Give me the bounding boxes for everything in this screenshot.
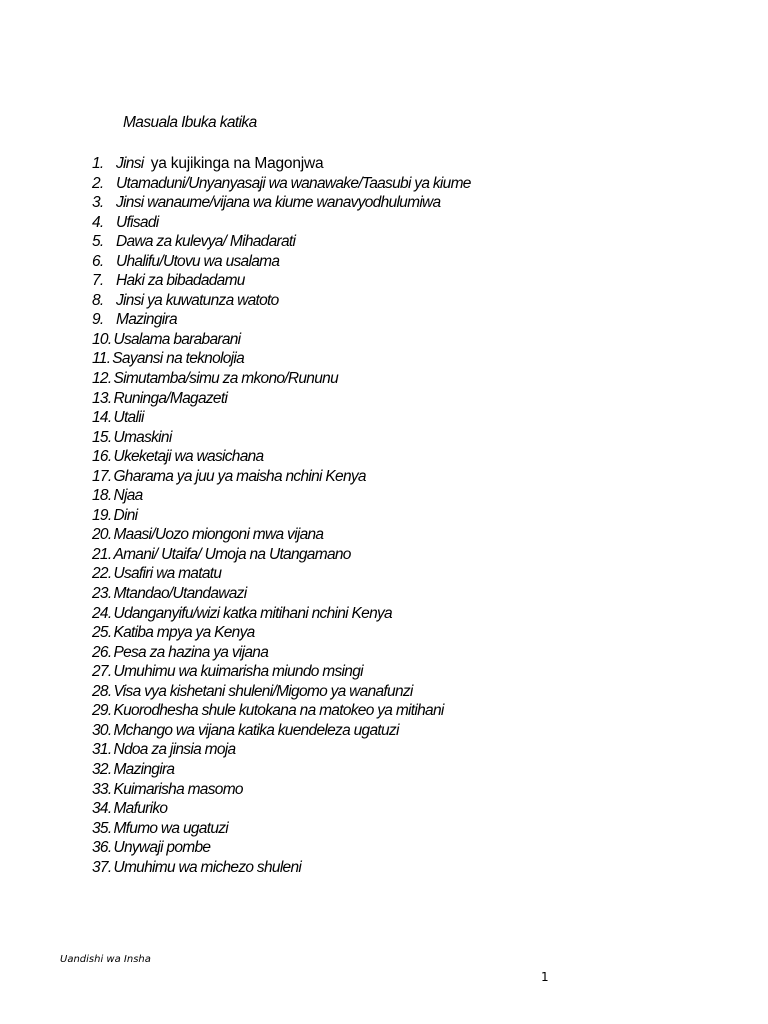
list-item	[92, 428, 471, 448]
list-item-label: Dawa za kulevya/ Mihadarati	[116, 233, 296, 251]
list-item-label: Mafuriko	[113, 800, 168, 818]
list-item-number: 26.	[92, 643, 112, 661]
list-item	[92, 193, 471, 213]
list-item	[92, 467, 471, 487]
list-item-text	[112, 349, 244, 369]
list-item-label: Jinsi ya kuwatunza watoto	[116, 291, 279, 309]
list-item	[92, 662, 471, 682]
list-item-text	[113, 858, 301, 878]
list-item	[92, 486, 471, 506]
list-item-number: 23.	[92, 585, 112, 603]
list-item-label: Haki za bibadadamu	[116, 272, 245, 290]
list-item	[92, 154, 471, 174]
list-item-label: Umuhimu wa michezo shuleni	[113, 858, 302, 876]
list-item-text	[113, 662, 362, 682]
list-item-number: 31.	[92, 741, 112, 759]
list-item-label: Sayansi na teknolojia	[112, 350, 245, 368]
list-item-number: 5.	[92, 233, 104, 251]
list-item-text	[113, 467, 365, 487]
list-item-number: 33.	[92, 780, 112, 798]
list-item-number: 29.	[92, 702, 112, 720]
list-item-label: Mazingira	[116, 311, 177, 329]
list-item-text	[113, 643, 268, 663]
list-item-text	[116, 174, 471, 194]
list-item	[92, 584, 471, 604]
list-item	[92, 349, 471, 369]
list-item-label: Unywaji pombe	[113, 839, 211, 857]
list-item	[92, 389, 471, 409]
list-item-label: Mazingira	[113, 760, 175, 778]
list-item-text	[113, 506, 137, 526]
list-item-number: 34.	[92, 800, 112, 818]
list-item-number: 22.	[92, 565, 112, 583]
list-item	[92, 838, 471, 858]
list-item-number: 37.	[92, 858, 112, 876]
list-item-text	[113, 486, 142, 506]
list-item-text	[113, 408, 143, 428]
list-item	[92, 721, 471, 741]
list-item	[92, 623, 471, 643]
list-item	[92, 780, 471, 800]
footer-title: Uandishi wa Insha	[60, 954, 151, 965]
list-item-label: Utamaduni/Unyanyasaji wa wanawake/Taasubi ya kiume	[116, 174, 471, 192]
list-item-number: 7.	[92, 272, 104, 290]
list-item-label: Jinsi	[116, 155, 144, 172]
list-item-label: Utalii	[113, 409, 144, 427]
list-item	[92, 564, 471, 584]
list-item	[92, 447, 471, 467]
list-item-text	[113, 838, 210, 858]
list-item-text	[113, 780, 242, 800]
list-item-number: 35.	[92, 819, 112, 837]
list-item-label: Pesa za hazina ya vijana	[113, 643, 269, 661]
list-item-number: 4.	[92, 213, 104, 231]
list-item-number: 32.	[92, 760, 112, 778]
list-item-label: Mfumo wa ugatuzi	[113, 819, 229, 837]
list-item-number: 17.	[92, 467, 112, 485]
list-item-number: 20.	[92, 526, 112, 544]
list-item	[92, 545, 471, 565]
list-item-text	[113, 819, 228, 839]
list-item-label: Uhalifu/Utovu wa usalama	[116, 252, 280, 270]
list-item	[92, 760, 471, 780]
list-item-text	[113, 525, 323, 545]
list-item-number: 27.	[92, 663, 112, 681]
list-item	[92, 232, 471, 252]
list-item-number: 18.	[92, 487, 112, 505]
list-item-label: Udanganyifu/wizi katka mitihani nchini Kenya	[113, 604, 392, 622]
list-item-label: Ndoa za jinsia moja	[113, 741, 236, 759]
list-item-label: Usalama barabarani	[113, 330, 241, 348]
list-item-text	[113, 369, 338, 389]
list-item-label: Dini	[113, 506, 138, 524]
list-item-label: Maasi/Uozo miongoni mwa vijana	[113, 526, 324, 544]
list-item-number: 19.	[92, 506, 112, 524]
topic-list	[92, 154, 471, 877]
list-item-text	[116, 271, 245, 291]
list-item-suffix: ya kujikinga na Magonjwa	[150, 155, 324, 172]
list-item	[92, 330, 471, 350]
list-item	[92, 310, 471, 330]
list-item	[92, 819, 471, 839]
list-item	[92, 174, 471, 194]
list-item-label: Umaskini	[113, 428, 172, 446]
list-item-number: 25.	[92, 624, 112, 642]
list-item	[92, 643, 471, 663]
list-item	[92, 506, 471, 526]
list-item-text	[113, 604, 392, 624]
list-item	[92, 252, 471, 272]
list-item-label: Gharama ya juu ya maisha nchini Kenya	[113, 467, 366, 485]
list-item-label: Ukeketaji wa wasichana	[113, 448, 264, 466]
list-item	[92, 701, 471, 721]
list-item	[92, 525, 471, 545]
list-item-text	[116, 154, 323, 174]
list-item-number: 15.	[92, 428, 112, 446]
list-item-text	[116, 232, 295, 252]
list-item-text	[113, 701, 443, 721]
list-item-number: 1.	[92, 155, 104, 172]
list-item	[92, 271, 471, 291]
list-item-text	[113, 682, 412, 702]
list-item-text	[113, 721, 398, 741]
list-item	[92, 408, 471, 428]
list-item-text	[113, 584, 246, 604]
list-item-number: 14.	[92, 409, 112, 427]
list-item-label: Visa vya kishetani shuleni/Migomo ya wanafunzi	[113, 682, 413, 700]
list-item-number: 30.	[92, 721, 112, 739]
list-item-label: Njaa	[113, 487, 143, 505]
list-item-label: Simutamba/simu za mkono/Rununu	[113, 370, 338, 388]
list-item-number: 3.	[92, 194, 104, 212]
list-item-number: 8.	[92, 291, 104, 309]
list-item	[92, 369, 471, 389]
list-item-number: 28.	[92, 682, 112, 700]
page-number: 1	[541, 970, 549, 984]
list-item-text	[113, 447, 263, 467]
list-item-number: 9.	[92, 311, 104, 329]
list-item-number: 24.	[92, 604, 112, 622]
list-item-text	[113, 623, 254, 643]
list-item-number: 10.	[92, 330, 112, 348]
list-item-text	[113, 760, 174, 780]
list-item	[92, 213, 471, 233]
list-item	[92, 799, 471, 819]
list-item-number: 13.	[92, 389, 112, 407]
list-item-number: 16.	[92, 448, 112, 466]
list-item-number: 12.	[92, 370, 112, 388]
list-item	[92, 682, 471, 702]
list-item-label: Kuimarisha masomo	[113, 780, 243, 798]
list-item	[92, 291, 471, 311]
list-item-number: 21.	[92, 545, 112, 563]
list-item-text	[116, 252, 279, 272]
list-item-label: Katiba mpya ya Kenya	[113, 624, 255, 642]
list-item-label: Mchango wa vijana katika kuendeleza ugatuzi	[113, 721, 399, 739]
list-item-number: 6.	[92, 252, 104, 270]
list-item-text	[113, 799, 167, 819]
document-heading: Masuala Ibuka katika	[123, 114, 257, 131]
list-item-text	[113, 428, 171, 448]
list-item-number: 11.	[92, 350, 111, 368]
list-item-text	[116, 310, 177, 330]
list-item-label: Jinsi wanaume/vijana wa kiume wanavyodhulumiwa	[116, 194, 441, 212]
list-item-label: Kuorodhesha shule kutokana na matokeo ya mitihani	[113, 702, 444, 720]
list-item-text	[113, 330, 240, 350]
list-item	[92, 858, 471, 878]
list-item	[92, 740, 471, 760]
list-item-text	[116, 291, 279, 311]
list-item-text	[113, 545, 350, 565]
list-item-label: Mtandao/Utandawazi	[113, 585, 247, 603]
list-item-label: Umuhimu wa kuimarisha miundo msingi	[113, 663, 363, 681]
list-item	[92, 604, 471, 624]
list-item-label: Amani/ Utaifa/ Umoja na Utangamano	[113, 545, 351, 563]
list-item-text	[113, 740, 235, 760]
list-item-text	[113, 564, 221, 584]
list-item-number: 2.	[92, 174, 104, 192]
list-item-label: Runinga/Magazeti	[113, 389, 228, 407]
list-item-text	[116, 213, 158, 233]
list-item-label: Usafiri wa matatu	[113, 565, 222, 583]
list-item-text	[113, 389, 227, 409]
list-item-number: 36.	[92, 839, 112, 857]
list-item-text	[116, 193, 440, 213]
list-item-label: Ufisadi	[116, 213, 159, 231]
